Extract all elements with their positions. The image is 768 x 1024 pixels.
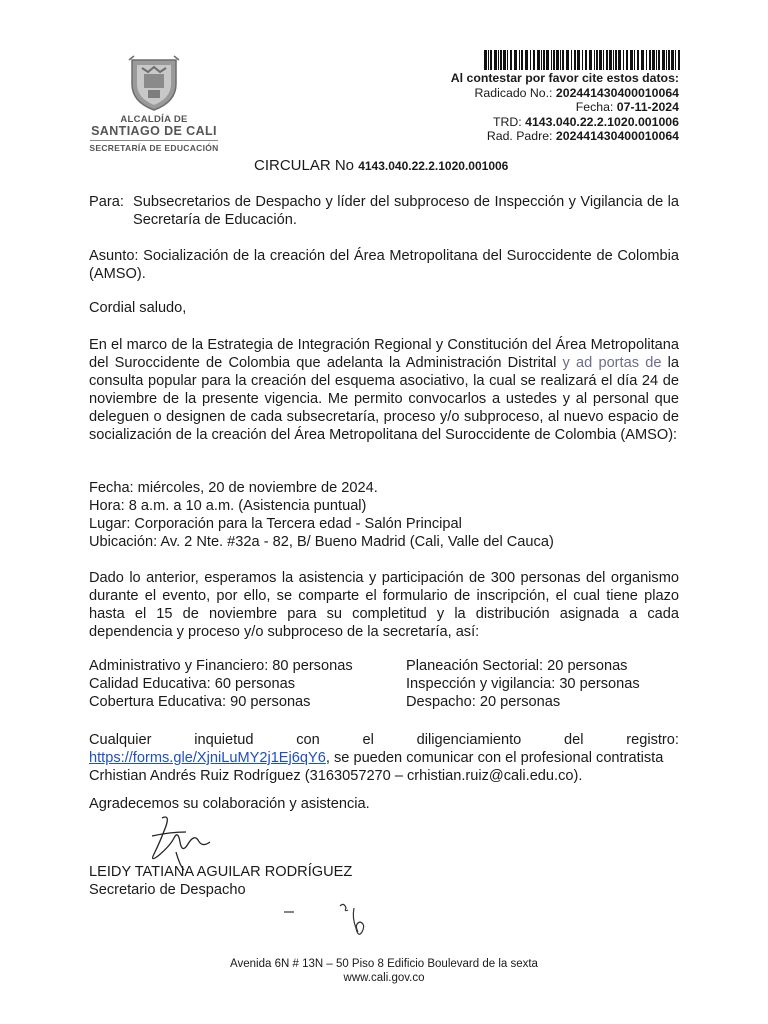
signer-title: Secretario de Despacho — [89, 882, 246, 898]
circular-label: CIRCULAR No — [254, 157, 359, 174]
registro-word: diligenciamiento — [416, 732, 522, 748]
list-item: Calidad Educativa: 60 personas — [89, 676, 296, 692]
registro-line-1 — [89, 731, 679, 749]
list-item: Administrativo y Financiero: 80 personas — [89, 658, 353, 674]
event-lugar: Lugar: Corporación para la Tercera edad - Salón Principal — [89, 516, 462, 532]
registro-word: el — [362, 732, 374, 748]
event-ubicacion: Ubicación: Av. 2 Nte. #32a - 82, B/ Bueno Madrid (Cali, Valle del Cauca) — [89, 534, 554, 550]
fecha-label: Fecha: — [575, 100, 617, 115]
para-text: Subsecretarios de Despacho y líder del subproceso de Inspección y Vigilancia de la Secretaría de Educación. — [133, 194, 679, 228]
trd-value: 4143.040.22.2.1020.001006 — [525, 114, 679, 129]
registro-after-link: , se pueden comunicar con el profesional contratista — [325, 750, 664, 766]
para-label: Para: — [89, 194, 124, 210]
thanks-text: Agradecemos su colaboración y asistencia. — [89, 796, 370, 812]
registro-line-2 — [89, 749, 679, 767]
para-block — [89, 193, 679, 229]
circular-number: 4143.040.22.2.1020.001006 — [358, 159, 509, 173]
asunto-text: Asunto: Socialización de la creación del Área Metropolitana del Suroccidente de Colombia (AMSO). — [89, 248, 679, 282]
signer-name: LEIDY TATIANA AGUILAR RODRÍGUEZ — [89, 864, 353, 880]
list-item: Despacho: 20 personas — [406, 694, 561, 710]
footer-website: www.cali.gov.co — [343, 971, 425, 984]
logo-divider — [90, 140, 218, 141]
signature-block — [89, 863, 679, 899]
trd-label: TRD: — [493, 114, 526, 129]
footer — [0, 958, 768, 985]
registro-word: Cualquier — [89, 732, 152, 748]
distribution-list — [89, 657, 679, 711]
registro-paragraph — [89, 731, 679, 785]
coat-of-arms-icon — [126, 54, 182, 112]
logo-line-santiago: SANTIAGO DE CALI — [91, 124, 217, 138]
greeting: Cordial saludo, — [89, 300, 187, 316]
registro-word: inquietud — [194, 732, 254, 748]
intro-paragraph — [89, 336, 679, 444]
intro-part-2: y ad portas de — [556, 355, 662, 371]
event-fecha: Fecha: miércoles, 20 de noviembre de 2024. — [89, 480, 378, 496]
registro-word: registro: — [626, 732, 679, 748]
intro-part-1: En el marco de la Estrategia de Integración Regional y Constitución del Área Metropolitana del Suroccidente de Colombia que adelanta la Administración Distrital — [89, 337, 679, 371]
list-item: Cobertura Educativa: 90 personas — [89, 694, 311, 710]
logo-line-alcaldia: ALCALDÍA DE — [120, 114, 188, 125]
registro-word: con — [296, 732, 320, 748]
logo-line-secretaria: SECRETARÍA DE EDUCACIÓN — [89, 143, 219, 153]
event-hora: Hora: 8 a.m. a 10 a.m. (Asistencia puntual) — [89, 498, 367, 514]
fecha-value: 07-11-2024 — [616, 100, 679, 115]
registro-line-3: Crhistian Andrés Ruiz Rodríguez (3163057270 – crhistian.ruiz@cali.edu.co). — [89, 768, 583, 784]
logo — [88, 54, 220, 153]
initials-icon — [282, 898, 382, 944]
cite-label: Al contestar por favor cite estos datos: — [450, 71, 679, 85]
dado-paragraph: Dado lo anterior, esperamos la asistencia y participación de 300 personas del organismo durante el evento, por ello, se comparte el formulario de inscripción, el cual tiene plazo hasta el 15 de noviembre para su completitud y la distribución asignada a cada dependencia y proceso y/o subproceso de la secretaría, así: — [89, 570, 679, 640]
padre-label: Rad. Padre: — [486, 129, 556, 144]
radicado-value: 202441430400010064 — [555, 85, 679, 100]
list-item: Planeación Sectorial: 20 personas — [406, 658, 628, 674]
event-details — [89, 479, 679, 551]
form-link[interactable]: https://forms.gle/XjniLuMY2j1Ej6qY6 — [89, 750, 326, 766]
reference-block — [451, 71, 679, 144]
footer-address: Avenida 6N # 13N – 50 Piso 8 Edificio Boulevard de la sexta — [230, 958, 538, 970]
list-item: Inspección y vigilancia: 30 personas — [406, 676, 640, 692]
barcode-icon — [484, 50, 680, 70]
radicado-label: Radicado No.: — [474, 85, 556, 100]
intro-part-3: la consulta popular para la creación del esquema asociativo, la cual se realizará el día 24 de noviembre de la presente vigencia. Me permito convocarlos a ustedes y al personal que deleguen o designen de cada subsecretaría, proceso y/o subproceso, al nuevo espacio de socialización de la creación del Área Metropolitana del Suroccidente de Colombia (AMSO): — [89, 355, 680, 443]
registro-word: del — [564, 732, 584, 748]
padre-value: 202441430400010064 — [555, 129, 679, 144]
circular-title — [254, 157, 508, 174]
